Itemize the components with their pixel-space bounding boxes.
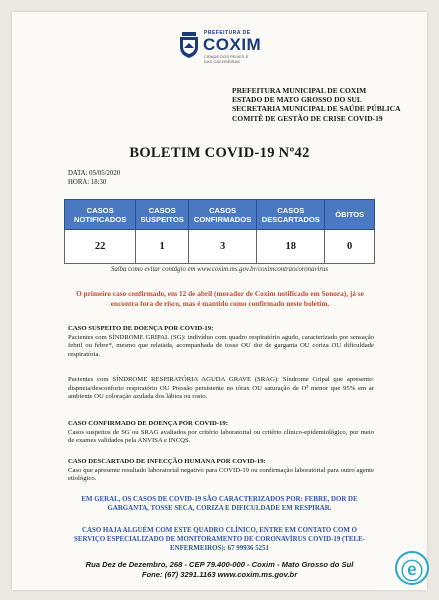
header-notificados: CASOS NOTIFICADOS bbox=[65, 200, 136, 230]
section-descartado bbox=[68, 458, 374, 484]
stats-table bbox=[64, 199, 375, 264]
contact-notice: CASO HAJA ALGUÉM COM ESTE QUADRO CLÍNICO, ENTRE EM CONTATO COM O SERVIÇO ESPECIALIZADO DE MONITORAMENTO DE CORONAVÍRUS COVID-19 (TELE-ENFERMEIROS): 67 99936 5251 bbox=[74, 527, 365, 552]
footer-contact: Fone: (67) 3291.1163 www.coxim.ms.gov.br bbox=[141, 570, 298, 580]
bulletin-date: DATA: 05/05/2020 bbox=[68, 170, 121, 177]
suspeito-paragraph-2: Pacientes com SÍNDROME RESPIRATÓRIA AGUDA GRAVE (SRAG): Síndrome Gripal que apresente: dispneia/desconforto respiratório OU Pressão persistente no tórax OU saturação de O² menor que 95% em ar ambiente OU coloração azulada dos lábios ou rosto. bbox=[68, 376, 374, 400]
descartado-paragraph: Caso que apresente resultado laboratorial negativo para COVID-19 ou confirmação laboratorial para outro agente etiológico. bbox=[68, 466, 374, 482]
bulletin-meta bbox=[68, 169, 120, 187]
header-confirmados: CASOS CONFIRMADOS bbox=[188, 200, 256, 230]
bulletin-time: HORA: 18:30 bbox=[68, 179, 107, 186]
header-descartados: CASOS DESCARTADOS bbox=[257, 200, 325, 230]
suspeito-title: CASO SUSPEITO DE DOENÇA POR COVID-19: bbox=[68, 325, 214, 332]
stats-value-row bbox=[65, 230, 375, 264]
descartado-title: CASO DESCARTADO DE INFECÇÃO HUMANA POR COVID-19: bbox=[68, 458, 266, 465]
value-confirmados: 3 bbox=[188, 230, 256, 264]
footer-address: Rua Dez de Dezembro, 268 - CEP 79.400-000 - Coxim - Mato Grosso do Sul bbox=[85, 560, 354, 569]
coxim-logo bbox=[178, 30, 262, 64]
page-footer bbox=[0, 560, 439, 580]
first-case-alert: O primeiro caso confirmado, em 12 de abril (morador de Coxim notificado em Sonora), já se encontra fora de risco, mas é mantido como confirmado neste boletim. bbox=[76, 289, 364, 308]
value-descartados: 18 bbox=[257, 230, 325, 264]
section-suspeito bbox=[68, 325, 374, 359]
bulletin-title: BOLETIM COVID-19 Nº42 bbox=[129, 145, 310, 161]
section-confirmado bbox=[68, 420, 374, 446]
value-suspeitos: 1 bbox=[136, 230, 189, 264]
header-line: SECRETARIA MUNICIPAL DE SAÚDE PÚBLICA bbox=[232, 104, 401, 114]
symptoms-notice: EM GERAL, OS CASOS DE COVID-19 SÃO CARACTERIZADOS POR: FEBRE, DOR DE GARGANTA, TOSSE SECA, CORIZA E DIFICULDADE EM RESPIRAR. bbox=[81, 496, 358, 512]
institution-header bbox=[232, 86, 412, 123]
stats-header-row bbox=[65, 200, 375, 230]
value-obitos: 0 bbox=[325, 230, 375, 264]
header-obitos: ÓBITOS bbox=[325, 200, 375, 230]
logo-motto: CIDADE DOS PEIXES E DAS CACHOEIRAS bbox=[204, 54, 249, 64]
confirmado-title: CASO CONFIRMADO DE DOENÇA POR COVID-19: bbox=[68, 420, 228, 427]
suspeito-paragraph-1: Pacientes com SÍNDROME GRIPAL (SG): indivíduo com quadro respiratório agudo, caracterizado por sensação febril ou febre*, mesmo que relatada, acompanhada de tosse OU dor de garganta OU coriza OU dificuldade respiratória. bbox=[68, 333, 374, 358]
logo-name: COXIM bbox=[203, 35, 262, 54]
confirmado-paragraph: Casos suspeitos de SG ou SRAG avaliados por critério laboratorial ou critério clínico-epidemiológico, por meio de exames validados pela ANVISA e INCQS. bbox=[68, 428, 374, 444]
header-suspeitos: CASOS SUSPEITOS bbox=[136, 200, 189, 230]
logo-prefix: PREFEITURA DE bbox=[204, 30, 251, 36]
prevention-link-text: Saiba como evitar contágio em www.coxim.ms.gov.br/coximcontraocoronavirus bbox=[110, 266, 329, 273]
municipal-crest-icon bbox=[178, 32, 200, 58]
value-notificados: 22 bbox=[65, 230, 136, 264]
header-line: ESTADO DE MATO GROSSO DO SUL bbox=[232, 95, 362, 105]
header-line: PREFEITURA MUNICIPAL DE COXIM bbox=[232, 86, 367, 95]
header-line: COMITÊ DE GESTÃO DE CRISE COVID-19 bbox=[232, 113, 383, 123]
section-suspeito-srag bbox=[68, 376, 374, 402]
e-watermark-icon: ⓔ bbox=[395, 551, 429, 585]
